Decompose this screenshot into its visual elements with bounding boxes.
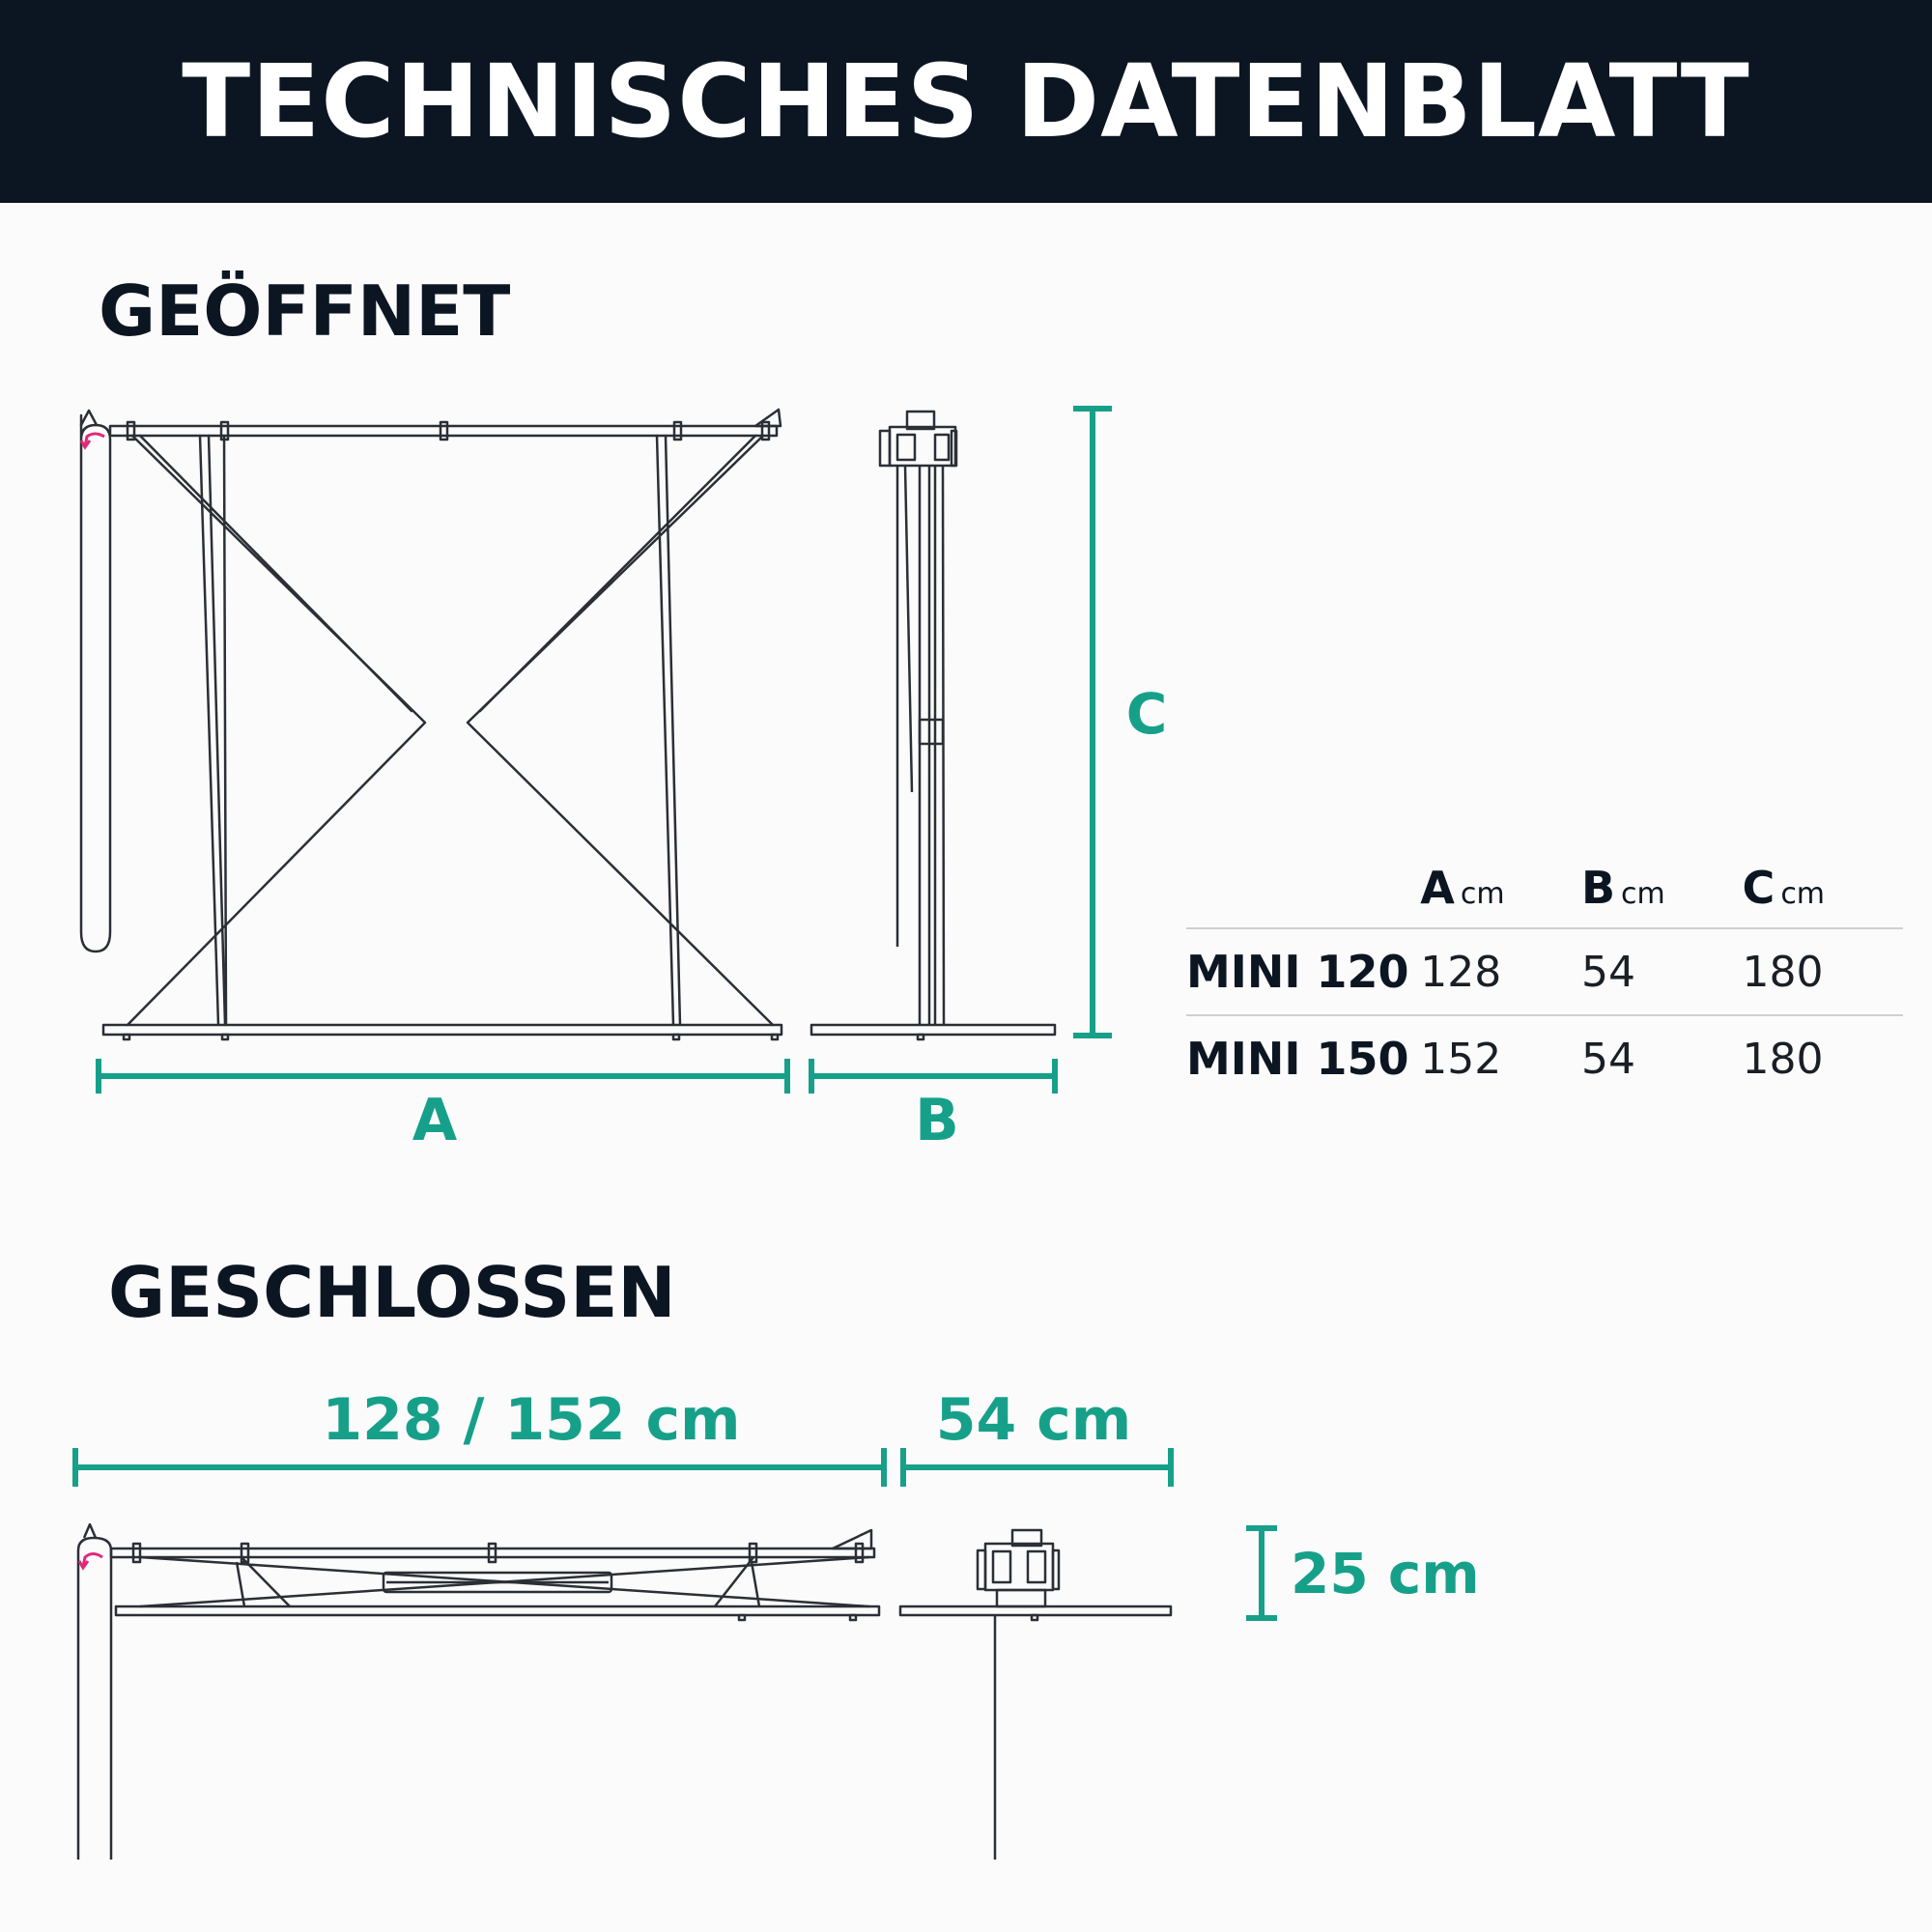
value-c: 180 [1743, 1015, 1903, 1101]
section-title-open: GEÖFFNET [99, 270, 511, 352]
model-name: MINI 120 [1186, 928, 1420, 1015]
table-row [1186, 1015, 1903, 1101]
specs-header-b [1581, 850, 1743, 928]
rotate-arrow-icon [79, 1554, 102, 1569]
column-letter: C [1742, 862, 1776, 914]
open-front-view [81, 410, 781, 1039]
dimension-label-c: C [1125, 681, 1168, 747]
specs-header-a [1420, 850, 1581, 928]
column-unit: cm [1780, 877, 1826, 911]
value-b: 54 [1581, 1015, 1743, 1101]
column-letter: A [1420, 862, 1455, 914]
dimension-label-closed-depth: 54 cm [935, 1386, 1132, 1454]
value-b: 54 [1581, 928, 1743, 1015]
column-unit: cm [1460, 877, 1505, 911]
page-title: TECHNISCHES DATENBLATT [182, 43, 1750, 160]
section-title-closed: GESCHLOSSEN [108, 1252, 676, 1333]
specs-header-c [1743, 850, 1903, 928]
table-row [1186, 928, 1903, 1015]
value-a: 152 [1420, 1015, 1581, 1101]
open-side-view [811, 412, 1055, 1039]
dimension-label-closed-height: 25 cm [1291, 1541, 1480, 1606]
dimension-label-closed-length: 128 / 152 cm [322, 1386, 741, 1454]
specs-header-model [1186, 850, 1420, 928]
closed-front-view [78, 1524, 879, 1860]
column-letter: B [1580, 862, 1616, 914]
value-c: 180 [1743, 928, 1903, 1015]
column-unit: cm [1621, 877, 1665, 911]
value-a: 128 [1420, 928, 1581, 1015]
model-name: MINI 150 [1186, 1015, 1420, 1101]
rotate-arrow-icon [81, 434, 104, 447]
specs-header-row [1186, 850, 1903, 928]
dimension-label-b: B [915, 1087, 959, 1154]
open-dimension-lines [99, 409, 1112, 1094]
specs-table [1186, 850, 1903, 1101]
dimension-label-a: A [412, 1087, 458, 1154]
closed-side-view [900, 1530, 1171, 1860]
